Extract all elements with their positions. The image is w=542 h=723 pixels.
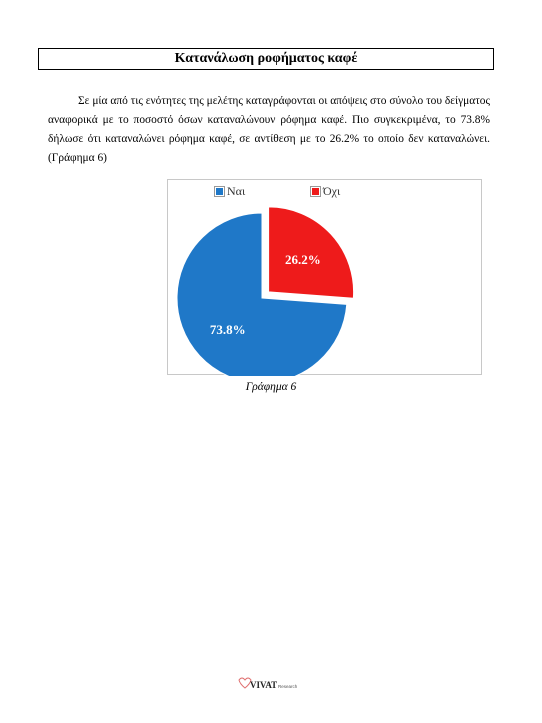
pie-chart [167,179,482,375]
logo-sub-text: Research [278,684,298,689]
pie-label-no: 26.2% [285,252,321,268]
section-title-text: Κατανάλωση ροφήματος καφέ [174,51,358,66]
legend-label-yes: Ναι [227,184,246,198]
logo-main-text: VIVAT [250,680,278,690]
footer-logo [236,676,306,690]
body-paragraph: Σε μία από τις ενότητες της μελέτης καταγράφονται οι απόψεις στο σύνολο του δείγματος αναφορικά με το ποσοστό όσων καταναλώνουν ρόφημα καφέ. Πιο συγκεκριμένα, το 73.8% δήλωσε ότι καταναλώνει ρόφημα καφέ, σε αντίθεση με το 26.2% το οποίο δεν καταναλώνει. (Γράφημα 6) [48,95,490,164]
figure-caption: Γράφημα 6 [245,381,297,393]
legend-label-no: Όχι [323,184,341,198]
pie-label-yes: 73.8% [209,321,246,337]
logo-graphic [236,676,306,690]
pie-svg [168,180,483,376]
section-title [38,48,494,70]
